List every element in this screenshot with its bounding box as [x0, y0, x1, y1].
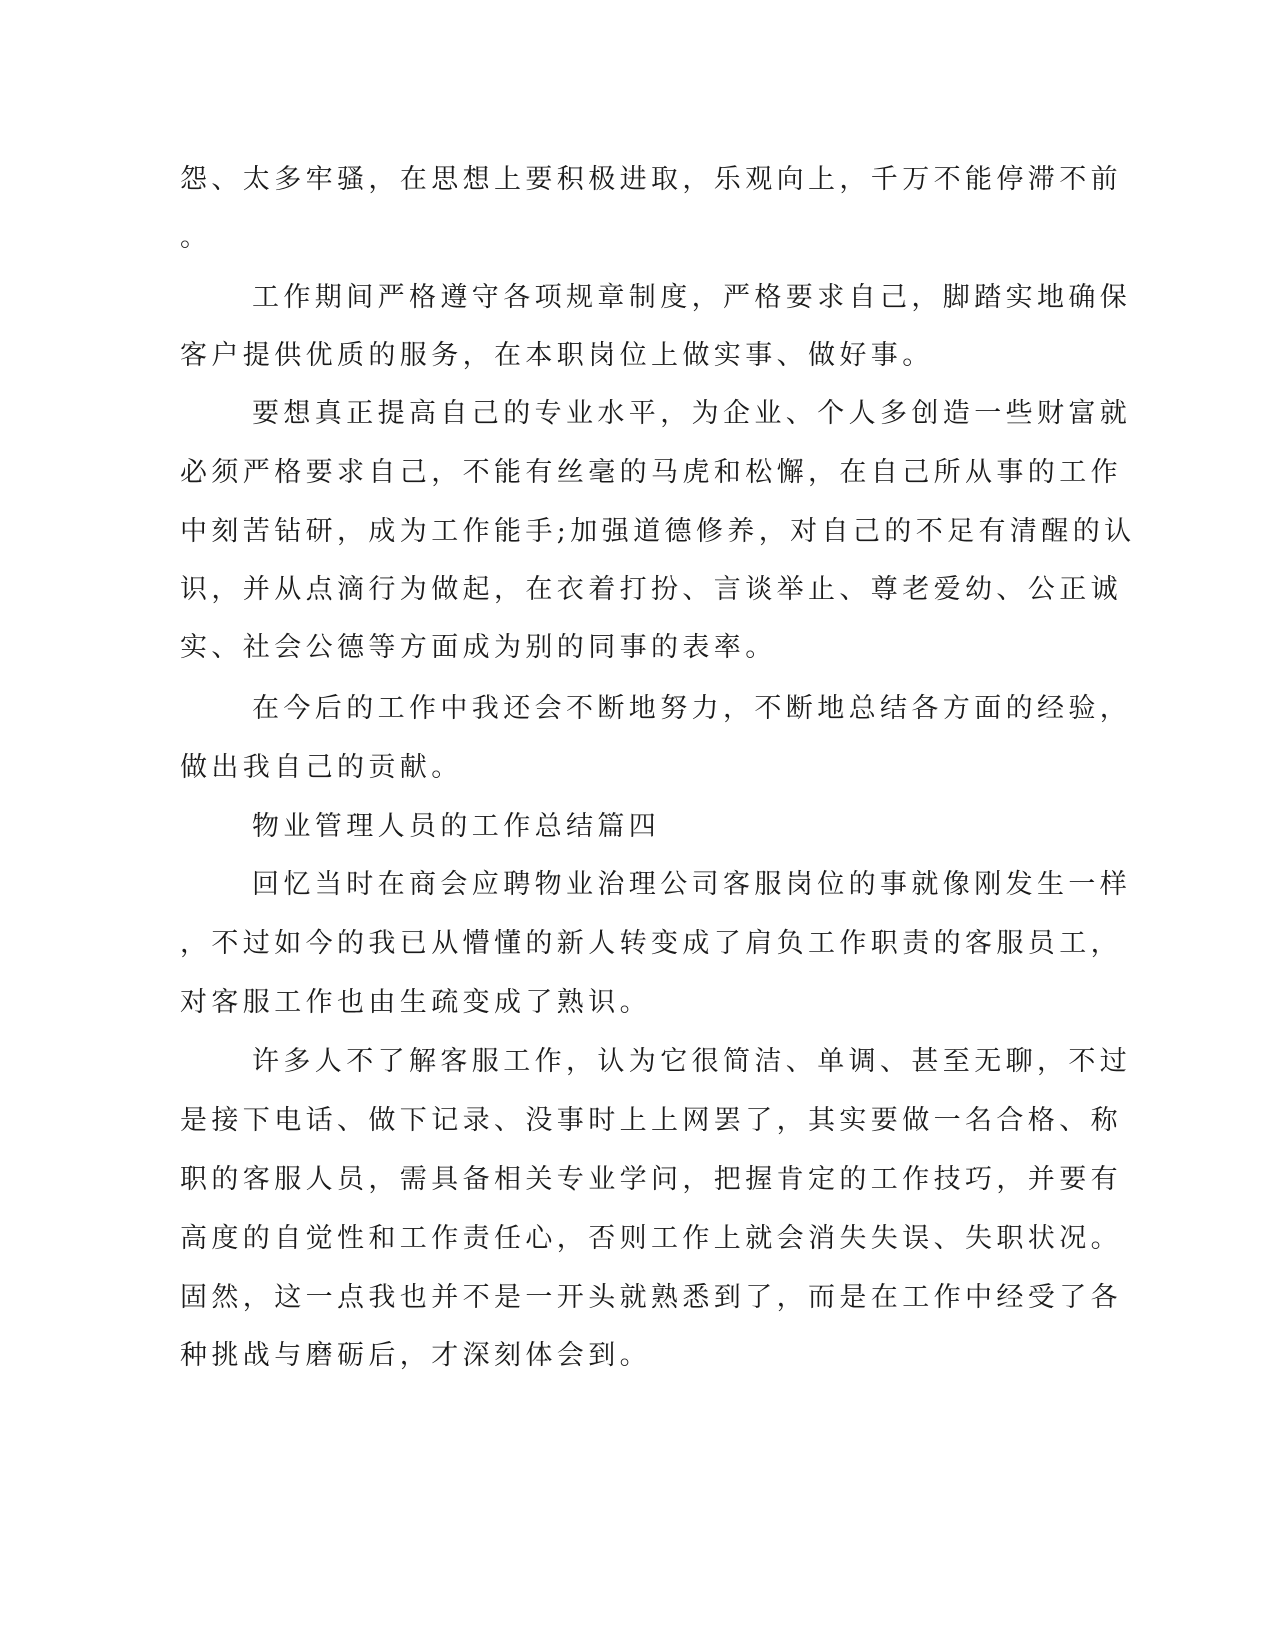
text-line: ，不过如今的我已从懵懂的新人转变成了肩负工作职责的客服员工， — [180, 928, 1122, 959]
text-line: 怨、太多牢骚，在思想上要积极进取，乐观向上，千万不能停滞不前 — [180, 164, 1122, 195]
text-line: 中刻苦钻研，成为工作能手;加强道德修养，对自己的不足有清醒的认 — [180, 516, 1136, 547]
text-line: 在今后的工作中我还会不断地努力，不断地总结各方面的经验， — [252, 693, 1132, 724]
text-line: 工作期间严格遵守各项规章制度，严格要求自己，脚踏实地确保 — [252, 282, 1132, 313]
text-line: 实、社会公德等方面成为别的同事的表率。 — [180, 632, 777, 663]
text-line: 高度的自觉性和工作责任心，否则工作上就会消失失误、失职状况。 — [180, 1223, 1122, 1254]
text-line: 回忆当时在商会应聘物业治理公司客服岗位的事就像刚发生一样 — [252, 869, 1132, 900]
text-line: 种挑战与磨砺后，才深刻体会到。 — [180, 1340, 651, 1371]
text-line: 。 — [180, 222, 212, 253]
text-line: 对客服工作也由生疏变成了熟识。 — [180, 987, 651, 1018]
text-line: 许多人不了解客服工作，认为它很简洁、单调、甚至无聊，不过 — [252, 1046, 1132, 1077]
text-line: 是接下电话、做下记录、没事时上上网罢了，其实要做一名合格、称 — [180, 1105, 1122, 1136]
text-line: 职的客服人员，需具备相关专业学问，把握肯定的工作技巧，并要有 — [180, 1164, 1122, 1195]
text-line: 固然，这一点我也并不是一开头就熟悉到了，而是在工作中经受了各 — [180, 1282, 1122, 1313]
text-line: 客户提供优质的服务，在本职岗位上做实事、做好事。 — [180, 340, 934, 371]
text-line: 要想真正提高自己的专业水平，为企业、个人多创造一些财富就 — [252, 398, 1132, 429]
text-line: 必须严格要求自己，不能有丝毫的马虎和松懈，在自己所从事的工作 — [180, 457, 1122, 488]
section-heading: 物业管理人员的工作总结篇四 — [252, 811, 661, 842]
text-line: 识，并从点滴行为做起，在衣着打扮、言谈举止、尊老爱幼、公正诚 — [180, 574, 1122, 605]
text-line: 做出我自己的贡献。 — [180, 752, 463, 783]
